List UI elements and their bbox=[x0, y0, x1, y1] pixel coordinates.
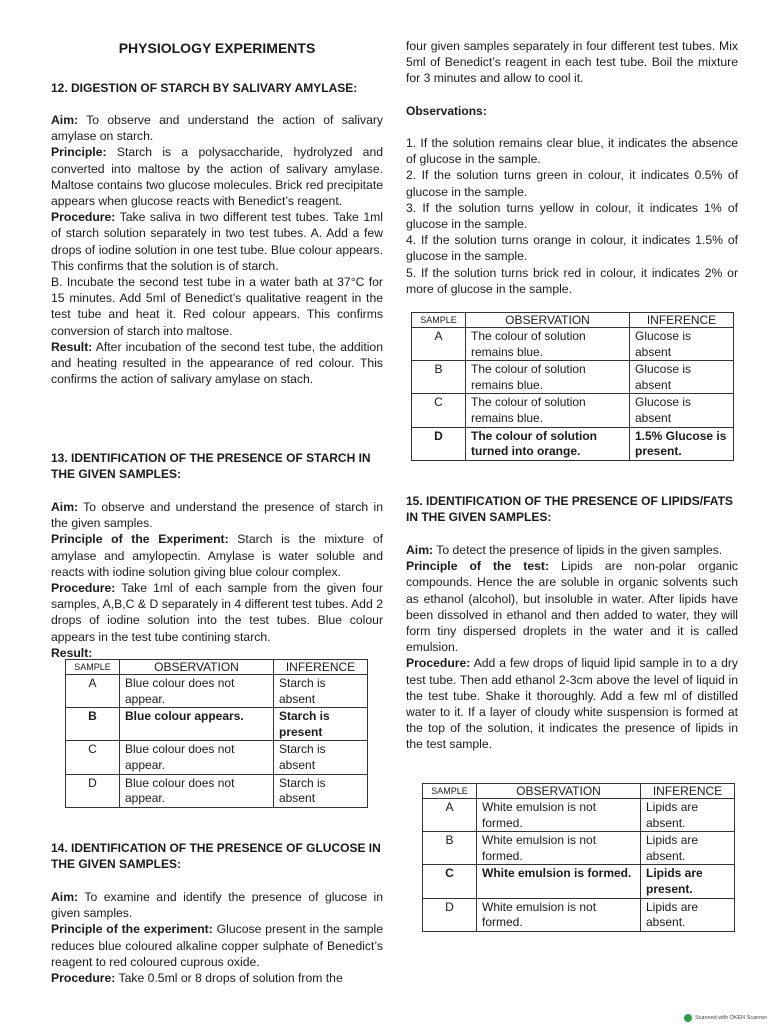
cell-inference: Lipids are absent. bbox=[641, 898, 735, 931]
principle-text: Starch is the mixture of amylase and amylopectin. Amylase is water soluble and reacts with iodine solution giving blue colour complex. bbox=[51, 532, 383, 579]
list-item: 5. If the solution turns brick red in colour, it indicates 2% or more of glucose in the sample. bbox=[406, 265, 738, 296]
aim-label: Aim: bbox=[51, 500, 79, 514]
cell-sample: D bbox=[412, 427, 466, 460]
principle-text: Lipids are non-polar organic compounds. Hence the are soluble in organic solvents such as ethanol (alcohol), but insoluble in water. After lipids have been dissolved in ethanol and then added to water, they will form tiny dispersed droplets in the water and it is called emulsion. bbox=[406, 559, 738, 655]
table-row bbox=[412, 328, 734, 361]
cell-inference: Lipids are absent. bbox=[641, 799, 735, 832]
cell-observation: Blue colour does not appear. bbox=[120, 675, 274, 708]
col-header-observation: OBSERVATION bbox=[120, 660, 274, 675]
sec12-procedure-b: B. Incubate the second test tube in a water bath at 37°C for 15 minutes. Add 5ml of Benedict’s qualitative reagent in the test tube and heat it. Red colour appears. This confirms conversion of starch into maltose. bbox=[51, 275, 383, 338]
table-row bbox=[412, 427, 734, 460]
result-label: Result: bbox=[51, 645, 93, 660]
col-header-sample: SAMPLE bbox=[423, 784, 477, 799]
table-row bbox=[66, 774, 368, 807]
col-header-observation: OBSERVATION bbox=[477, 784, 641, 799]
cell-observation: White emulsion is formed. bbox=[477, 865, 641, 898]
aim-label: Aim: bbox=[51, 113, 79, 127]
sec14-principle bbox=[51, 921, 383, 970]
procedure-text: Take saliva in two different test tubes. Take 1ml of starch solution separately in two test tubes. A. Add a few drops of iodine solution in one test tube. Blue colour appears. This confirms that the solution is of starch. bbox=[51, 210, 383, 273]
sec12-heading: 12. DIGESTION OF STARCH BY SALIVARY AMYLASE: bbox=[51, 81, 358, 95]
cell-observation: Blue colour appears. bbox=[120, 708, 274, 741]
aim-label: Aim: bbox=[51, 890, 79, 904]
sec14-body bbox=[51, 889, 383, 986]
list-item: 4. If the solution turns orange in colour, it indicates 1.5% of glucose in the sample. bbox=[406, 233, 738, 264]
cell-sample: B bbox=[66, 708, 120, 741]
table-row bbox=[66, 741, 368, 774]
sec15-heading: 15. IDENTIFICATION OF THE PRESENCE OF LIPIDS/FATS IN THE GIVEN SAMPLES: bbox=[406, 494, 733, 524]
col-header-sample: SAMPLE bbox=[66, 660, 120, 675]
scanner-text: Scanned with OKEN Scanner bbox=[695, 1015, 768, 1021]
procedure-text: Add a few drops of liquid lipid sample in to a dry test tube. Then add ethanol 2-3cm above the level of liquid in the test tube. Shake it thoroughly. Add a few ml of distilled water to it. If a layer of cloudy white suspension is formed at the top of the solution, it indicates the presence of lipids in the test sample. bbox=[406, 656, 738, 752]
sec12-procedure bbox=[51, 209, 383, 274]
cell-inference: Starch is absent bbox=[274, 774, 368, 807]
list-item: 2. If the solution turns green in colour, it indicates 0.5% of glucose in the sample. bbox=[406, 168, 738, 199]
lipid-table-wrap bbox=[422, 783, 735, 932]
cell-inference: Glucose is absent bbox=[630, 328, 734, 361]
sec12-aim bbox=[51, 112, 383, 144]
cell-observation: The colour of solution remains blue. bbox=[466, 328, 630, 361]
glucose-table-wrap bbox=[411, 312, 734, 461]
scanner-logo-icon bbox=[684, 1014, 692, 1022]
col-header-inference: INFERENCE bbox=[630, 313, 734, 328]
starch-result-table bbox=[65, 659, 368, 808]
sec14-procedure bbox=[51, 970, 383, 986]
col-header-inference: INFERENCE bbox=[274, 660, 368, 675]
cell-sample: B bbox=[412, 361, 466, 394]
procedure-label: Procedure: bbox=[51, 581, 116, 596]
observations-list bbox=[406, 135, 738, 297]
cell-sample: C bbox=[66, 741, 120, 774]
page-title: PHYSIOLOGY EXPERIMENTS bbox=[118, 40, 316, 56]
cell-sample: A bbox=[412, 328, 466, 361]
glucose-result-table bbox=[411, 312, 734, 461]
cell-observation: The colour of solution turned into orange. bbox=[466, 427, 630, 460]
procedure-label: Procedure: bbox=[51, 210, 116, 225]
principle-text: Starch is a polysaccharide, hydrolyzed and converted into maltose by the action of salivary amylase. Maltose contains two glucose molecules. Brick red precipitate appears when glucose reacts with Benedict’s reagent. bbox=[51, 145, 383, 209]
table-row bbox=[423, 832, 735, 865]
aim-text: To detect the presence of lipids in the given samples. bbox=[433, 543, 723, 557]
table-row bbox=[66, 675, 368, 708]
principle-label: Principle of the Experiment: bbox=[51, 532, 229, 547]
sec12-principle bbox=[51, 144, 383, 209]
lipid-result-table bbox=[422, 783, 735, 932]
result-label: Result: bbox=[51, 339, 93, 354]
sec15-body bbox=[406, 542, 738, 753]
sec14-heading: 14. IDENTIFICATION OF THE PRESENCE OF GLUCOSE IN THE GIVEN SAMPLES: bbox=[51, 841, 381, 871]
sec13-aim bbox=[51, 499, 383, 531]
procedure-label: Procedure: bbox=[406, 656, 471, 671]
col-header-observation: OBSERVATION bbox=[466, 313, 630, 328]
principle-label: Principle of the experiment: bbox=[51, 922, 213, 937]
cell-sample: A bbox=[423, 799, 477, 832]
aim-text: To observe and understand the action of salivary amylase on starch. bbox=[51, 113, 383, 144]
cell-sample: D bbox=[423, 898, 477, 931]
cell-inference: Glucose is absent bbox=[630, 361, 734, 394]
list-item: 1. If the solution remains clear blue, it indicates the absence of glucose in the sample. bbox=[406, 136, 738, 167]
cell-observation: Blue colour does not appear. bbox=[120, 774, 274, 807]
col-header-inference: INFERENCE bbox=[641, 784, 735, 799]
principle-text: Glucose present in the sample reduces blue coloured alkaline copper sulphate of Benedict’s reagent to red coloured cuprous oxide. bbox=[51, 922, 383, 969]
table-row bbox=[412, 361, 734, 394]
sec13-procedure bbox=[51, 580, 383, 645]
sec15-principle bbox=[406, 558, 738, 655]
sec15-aim bbox=[406, 542, 738, 558]
cell-sample: B bbox=[423, 832, 477, 865]
cell-inference: Glucose is absent bbox=[630, 394, 734, 427]
cell-inference: Lipids are present. bbox=[641, 865, 735, 898]
principle-label: Principle of the test: bbox=[406, 559, 550, 574]
aim-label: Aim: bbox=[406, 543, 434, 557]
sec14-procedure-cont: four given samples separately in four different test tubes. Mix 5ml of Benedict’s reagent in each test tube. Boil the mixture for 3 minutes and allow to cool it. bbox=[406, 39, 738, 86]
cell-observation: White emulsion is not formed. bbox=[477, 832, 641, 865]
table-row bbox=[423, 865, 735, 898]
cell-inference: Starch is present bbox=[274, 708, 368, 741]
result-text: After incubation of the second test tube, the addition and heating resulted in the appearance of red colour. This confirms the action of salivary amylase on stach. bbox=[51, 339, 383, 387]
sec12-result bbox=[51, 339, 383, 388]
table-row bbox=[423, 898, 735, 931]
cell-observation: White emulsion is not formed. bbox=[477, 898, 641, 931]
cell-observation: The colour of solution remains blue. bbox=[466, 394, 630, 427]
table-row bbox=[66, 708, 368, 741]
sec13-principle bbox=[51, 531, 383, 580]
cell-sample: C bbox=[423, 865, 477, 898]
sec14-aim bbox=[51, 889, 383, 921]
sec12-body bbox=[51, 112, 383, 387]
list-item: 3. If the solution turns yellow in colour, it indicates 1% of glucose in the sample. bbox=[406, 200, 738, 232]
observations-heading: Observations: bbox=[406, 104, 487, 118]
procedure-text: Take 1ml of each sample from the given four samples, A,B,C & D separately in 4 different test tubes. Add 2 drops of iodine solution into the test tubes. Blue colour appears in the test tube contining starch. bbox=[51, 581, 383, 644]
procedure-text: Take 0.5ml or 8 drops of solution from the bbox=[115, 971, 343, 986]
cell-sample: D bbox=[66, 774, 120, 807]
principle-label: Principle: bbox=[51, 145, 107, 160]
cell-observation: The colour of solution remains blue. bbox=[466, 361, 630, 394]
procedure-label: Procedure: bbox=[51, 971, 116, 986]
cell-observation: White emulsion is not formed. bbox=[477, 799, 641, 832]
table-row bbox=[412, 394, 734, 427]
cell-inference: Starch is absent bbox=[274, 741, 368, 774]
sec13-heading: 13. IDENTIFICATION OF THE PRESENCE OF STARCH IN THE GIVEN SAMPLES: bbox=[51, 451, 371, 481]
aim-text: To examine and identify the presence of glucose in given samples. bbox=[51, 890, 383, 921]
cell-observation: Blue colour does not appear. bbox=[120, 741, 274, 774]
aim-text: To observe and understand the presence of starch in the given samples. bbox=[51, 500, 383, 531]
cell-inference: 1.5% Glucose is present. bbox=[630, 427, 734, 460]
sec13-body bbox=[51, 499, 383, 661]
cell-inference: Starch is absent bbox=[274, 675, 368, 708]
cell-sample: A bbox=[66, 675, 120, 708]
scanner-watermark bbox=[684, 1010, 767, 1024]
cell-inference: Lipids are absent. bbox=[641, 832, 735, 865]
col-header-sample: SAMPLE bbox=[412, 313, 466, 328]
table-row bbox=[423, 799, 735, 832]
sec15-procedure bbox=[406, 655, 738, 752]
starch-table-wrap bbox=[65, 659, 368, 808]
cell-sample: C bbox=[412, 394, 466, 427]
